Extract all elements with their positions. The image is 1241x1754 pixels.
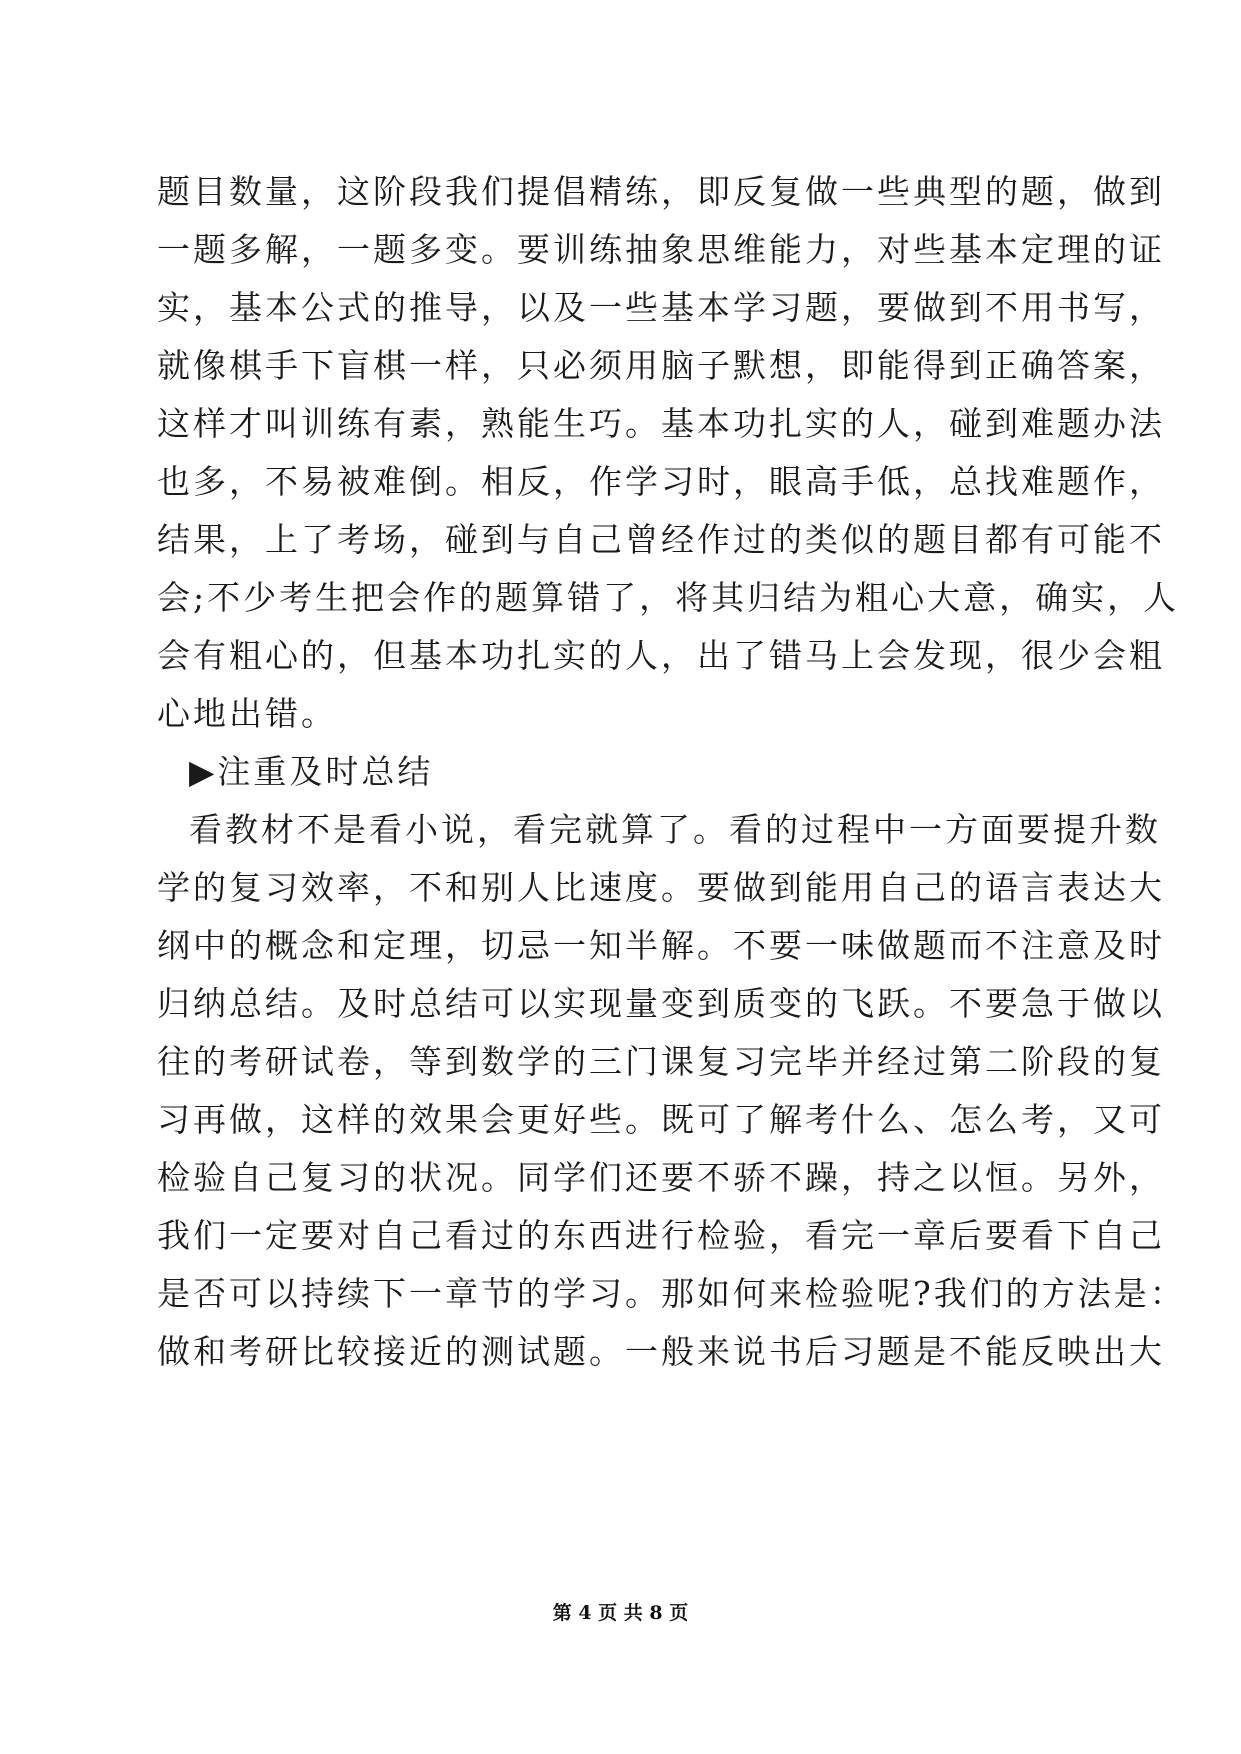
- text-line: 往的考研试卷，等到数学的三门课复习完毕并经过第二阶段的复: [157, 1042, 1165, 1081]
- text-line: 归纳总结。及时总结可以实现量变到质变的飞跃。不要急于做以: [157, 984, 1165, 1023]
- text-line: 做和考研比较接近的测试题。一般来说书后习题是不能反映出大: [157, 1332, 1165, 1371]
- text-line: 会有粗心的，但基本功扎实的人，出了错马上会发现，很少会粗: [157, 636, 1165, 675]
- page-footer: [0, 1598, 1241, 1625]
- text-line: 会;不少考生把会作的题算错了，将其归结为粗心大意，确实，人: [157, 578, 1180, 617]
- text-line: 是否可以持续下一章节的学习。那如何来检验呢?我们的方法是：: [157, 1274, 1186, 1313]
- text-line: 实，基本公式的推导，以及一些基本学习题，要做到不用书写，: [157, 288, 1165, 327]
- text-line: 纲中的概念和定理，切忌一知半解。不要一味做题而不注意及时: [157, 926, 1165, 965]
- page-number-label: 第 4 页 共 8 页: [552, 1602, 689, 1624]
- text-line: 心地出错。: [157, 694, 337, 733]
- text-line: 学的复习效率，不和别人比速度。要做到能用自己的语言表达大: [157, 868, 1165, 907]
- text-line: 题目数量，这阶段我们提倡精练，即反复做一些典型的题，做到: [157, 172, 1165, 211]
- text-line: 结果，上了考场，碰到与自己曾经作过的类似的题目都有可能不: [157, 520, 1165, 559]
- text-line: 检验自己复习的状况。同学们还要不骄不躁，持之以恒。另外，: [157, 1158, 1165, 1197]
- text-line: 一题多解，一题多变。要训练抽象思维能力，对些基本定理的证: [157, 230, 1165, 269]
- section-heading: ▶注重及时总结: [189, 752, 434, 791]
- text-line: 就像棋手下盲棋一样，只必须用脑子默想，即能得到正确答案，: [157, 346, 1165, 385]
- text-line: 习再做，这样的效果会更好些。既可了解考什么、怎么考，又可: [157, 1100, 1165, 1139]
- text-line: 我们一定要对自己看过的东西进行检验，看完一章后要看下自己: [157, 1216, 1165, 1255]
- text-line: 看教材不是看小说，看完就算了。看的过程中一方面要提升数: [189, 810, 1161, 849]
- text-line: 也多，不易被难倒。相反，作学习时，眼高手低，总找难题作，: [157, 462, 1165, 501]
- text-line: 这样才叫训练有素，熟能生巧。基本功扎实的人，碰到难题办法: [157, 404, 1165, 443]
